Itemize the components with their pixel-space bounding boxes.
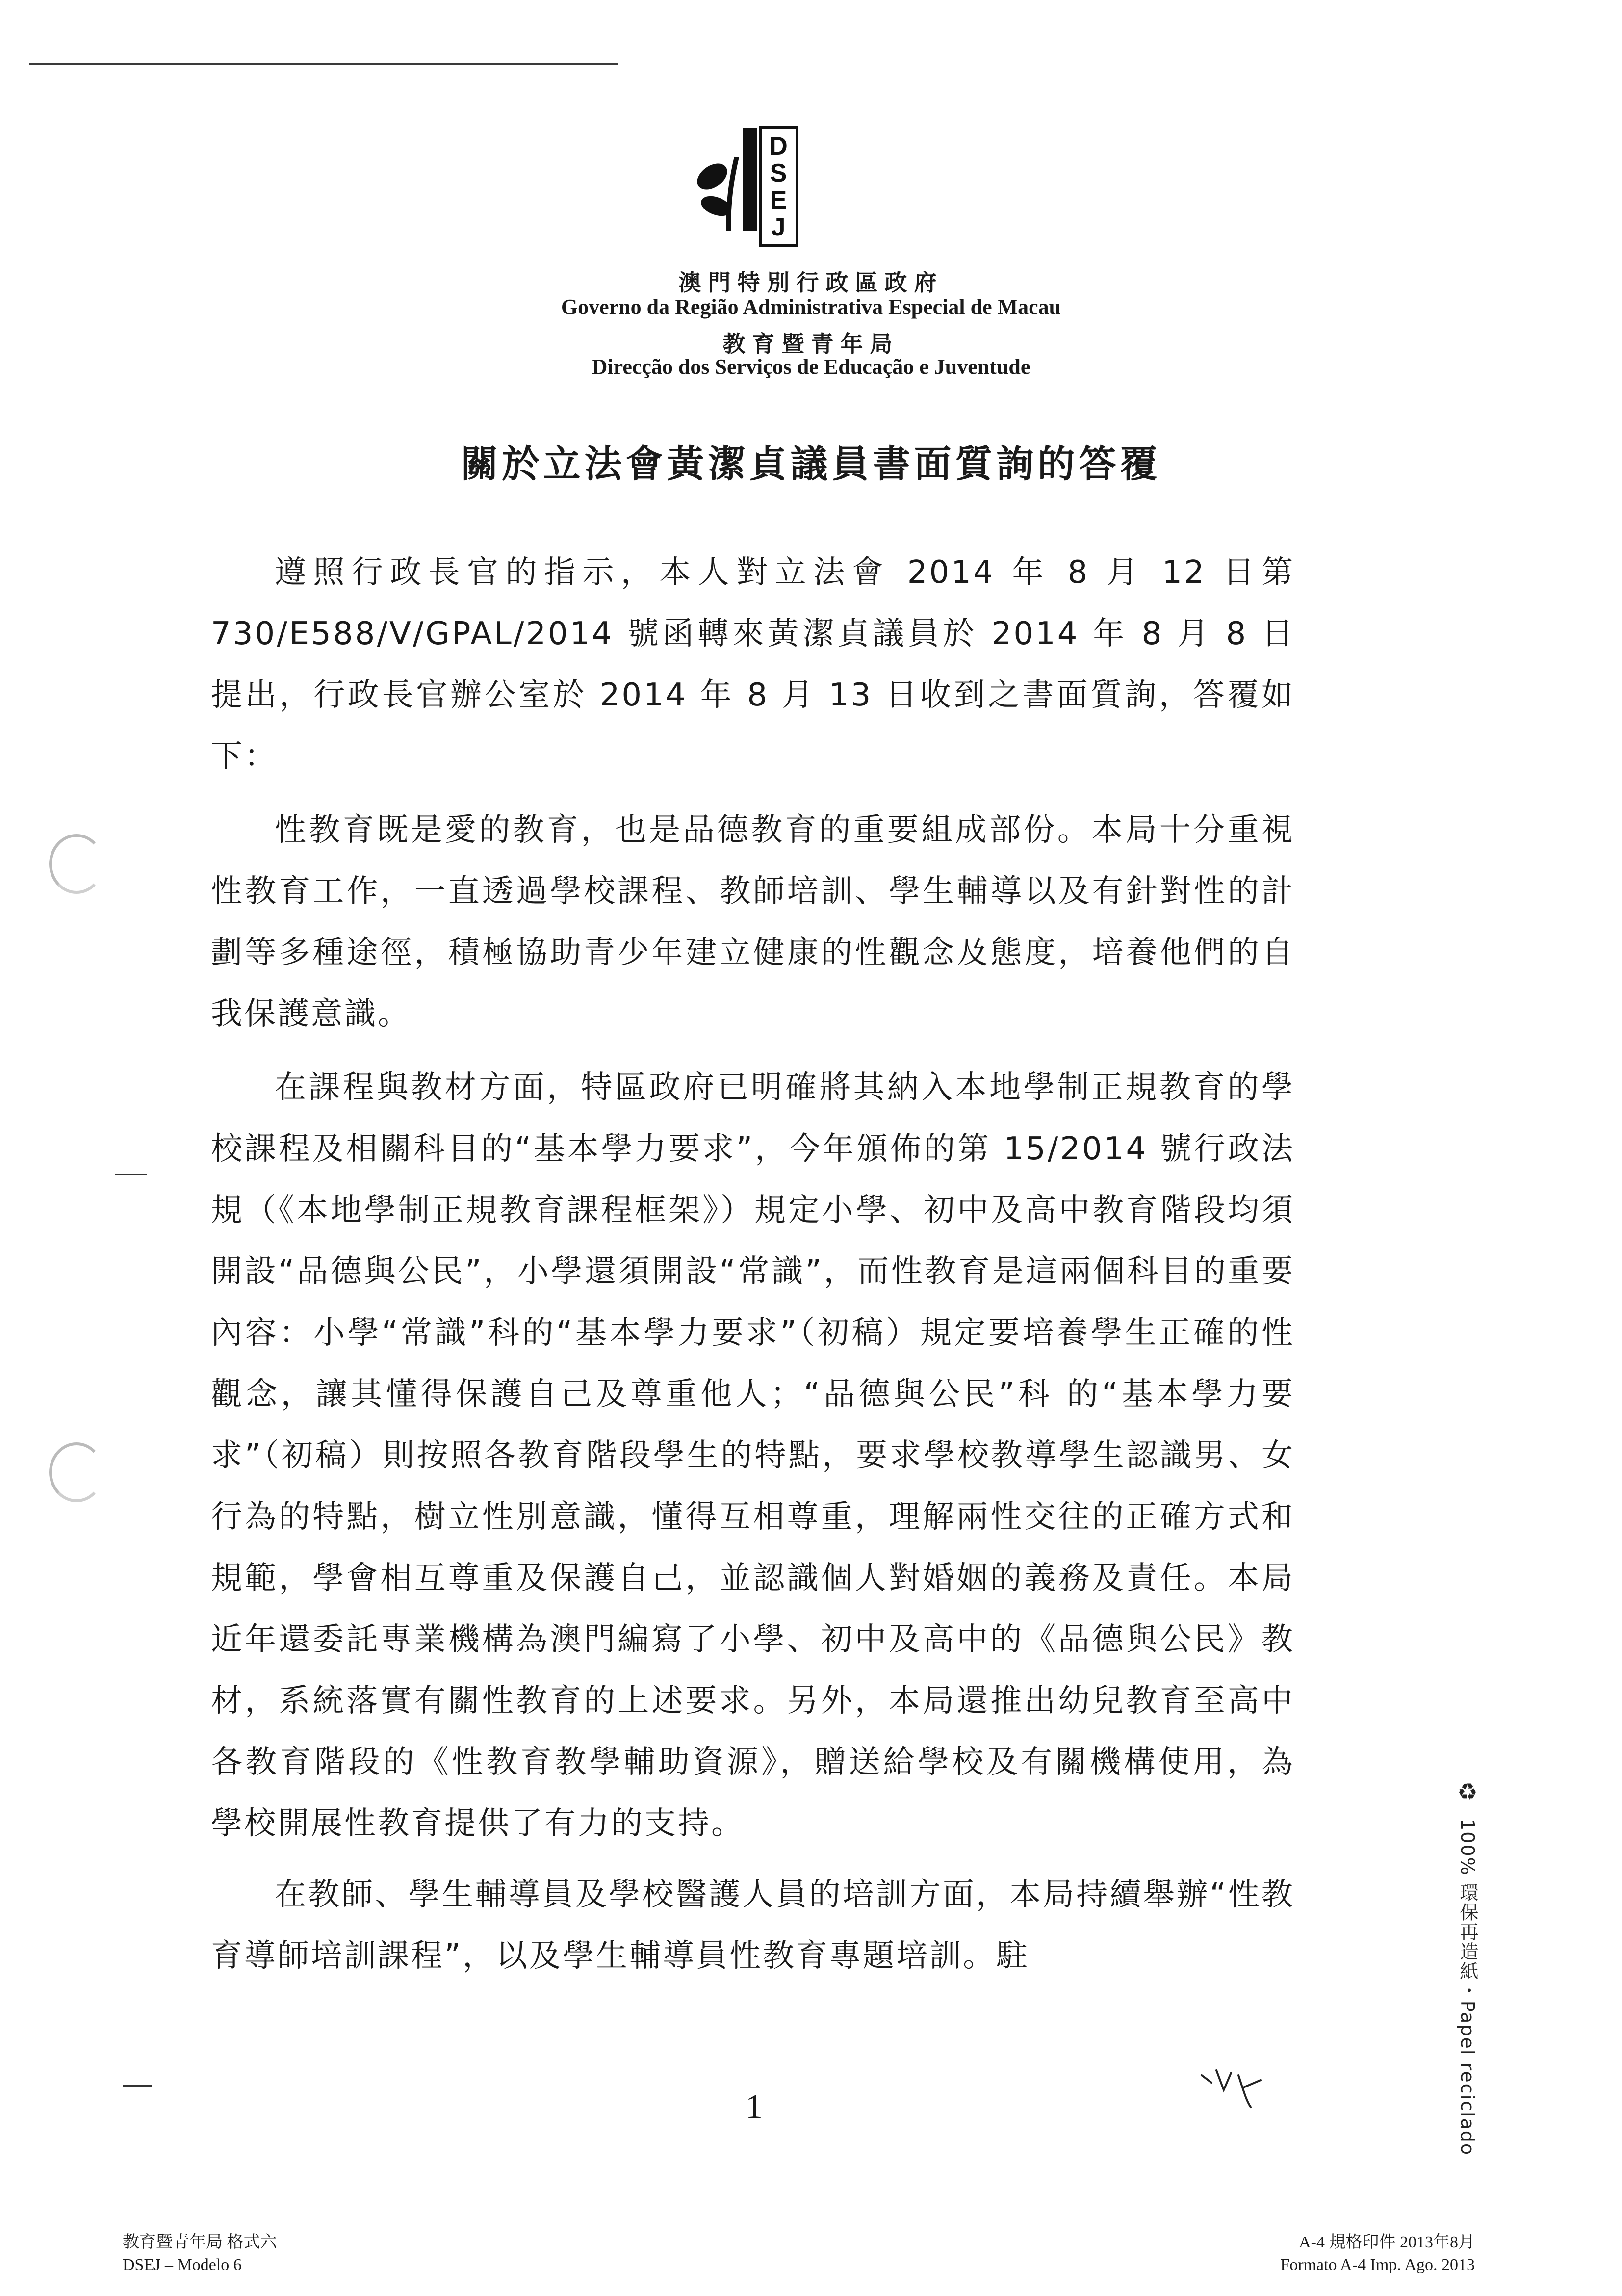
paragraph-1: 遵照行政長官的指示，本人對立法會 2014 年 8 月 12 日第 730/E588/V/GPAL/2014 號函轉來黃潔貞議員於 2014 年 8 月 8 日提出，行政長官辦公室於 2014 年 8 月 13 日收到之書面質詢，答覆如下： bbox=[211, 554, 1295, 775]
department-name-zh: 教育暨青年局 bbox=[722, 331, 900, 357]
government-name-zh: 澳門特別行政區政府 bbox=[678, 269, 944, 296]
footer-print-format-zh: A-4 規格印件 2013年8月 bbox=[1299, 2233, 1475, 2251]
paragraph-block bbox=[211, 542, 1295, 787]
paragraph-4: 在教師、學生輔導員及學校醫護人員的培訓方面，本局持續舉辦“性教育導師培訓課程”，以及學生輔導員性教育專題培訓。駐 bbox=[211, 1877, 1295, 1974]
punch-hole-bottom bbox=[49, 1442, 104, 1502]
logo-letter-j: J bbox=[771, 213, 786, 241]
footer-form-code-pt: DSEJ – Modelo 6 bbox=[123, 2256, 242, 2274]
footer-print-format bbox=[1280, 2231, 1475, 2276]
paragraph-2: 性教育既是愛的教育，也是品德教育的重要組成部份。本局十分重視性教育工作，一直透過學校課程、教師培訓、學生輔導以及有針對性的計劃等多種途徑，積極協助青少年建立健康的性觀念及態度，培養他們的自我保護意識。 bbox=[211, 812, 1295, 1032]
page-number: 1 bbox=[746, 2088, 763, 2126]
recycle-icon: ♻ bbox=[1454, 1778, 1481, 1806]
dsej-logo bbox=[682, 118, 804, 255]
recycled-paper-text: 100% 環保再造紙・Papel reciclado bbox=[1457, 1819, 1478, 2156]
recycled-paper-note bbox=[1454, 1778, 1481, 2156]
document-title: 關於立法會黃潔貞議員書面質詢的答覆 bbox=[461, 442, 1161, 486]
paragraph-block bbox=[211, 800, 1295, 1045]
scan-artifact-line bbox=[29, 63, 618, 65]
paragraph-block bbox=[211, 1864, 1295, 1987]
government-name-pt: Governo da Região Administrativa Especial de Macau bbox=[561, 295, 1061, 319]
department-name-pt: Direcção dos Serviços de Educação e Juventude bbox=[592, 355, 1030, 379]
logo-letter-e: E bbox=[770, 186, 787, 214]
margin-mark bbox=[123, 2085, 152, 2087]
punch-hole-top bbox=[49, 834, 104, 894]
footer-form-code bbox=[123, 2231, 277, 2276]
handwritten-initials bbox=[1197, 2061, 1270, 2114]
paragraph-3: 在課程與教材方面，特區政府已明確將其納入本地學制正規教育的學校課程及相關科目的“基本學力要求”，今年頒佈的第 15/2014 號行政法規（《本地學制正規教育課程框架》）規定小學、初中及高中教育階段均須開設“品德與公民”，小學還須開設“常識”，而性教育是這兩個科目的重要內容：小學“常識”科的“基本學力要求”（初稿）規定要培養學生正確的性觀念，讓其懂得保護自己及尊重他人；“品德與公民”科 的“基本學力要求”（初稿）則按照各教育階段學生的特點，要求學校教導學生認識男、女行為的特點，樹立性別意識，懂得互相尊重，理解兩性交往的正確方式和規範，學會相互尊重及保護自己，並認識個人對婚姻的義務及責任。本局近年還委託專業機構為澳門編寫了小學、初中及高中的《品德與公民》教材，系統落實有關性教育的上述要求。另外，本局還推出幼兒教育至高中各教育階段的《性教育教學輔助資源》，贈送給學校及有關機構使用，為學校開展性教育提供了有力的支持。 bbox=[211, 1070, 1295, 1842]
paragraph-block bbox=[211, 1057, 1295, 1854]
footer-print-format-pt: Formato A-4 Imp. Ago. 2013 bbox=[1280, 2256, 1475, 2274]
logo-letter-s: S bbox=[770, 159, 787, 187]
margin-mark bbox=[115, 1174, 147, 1175]
logo-letter-d: D bbox=[769, 132, 788, 160]
footer-form-code-zh: 教育暨青年局 格式六 bbox=[123, 2233, 277, 2251]
